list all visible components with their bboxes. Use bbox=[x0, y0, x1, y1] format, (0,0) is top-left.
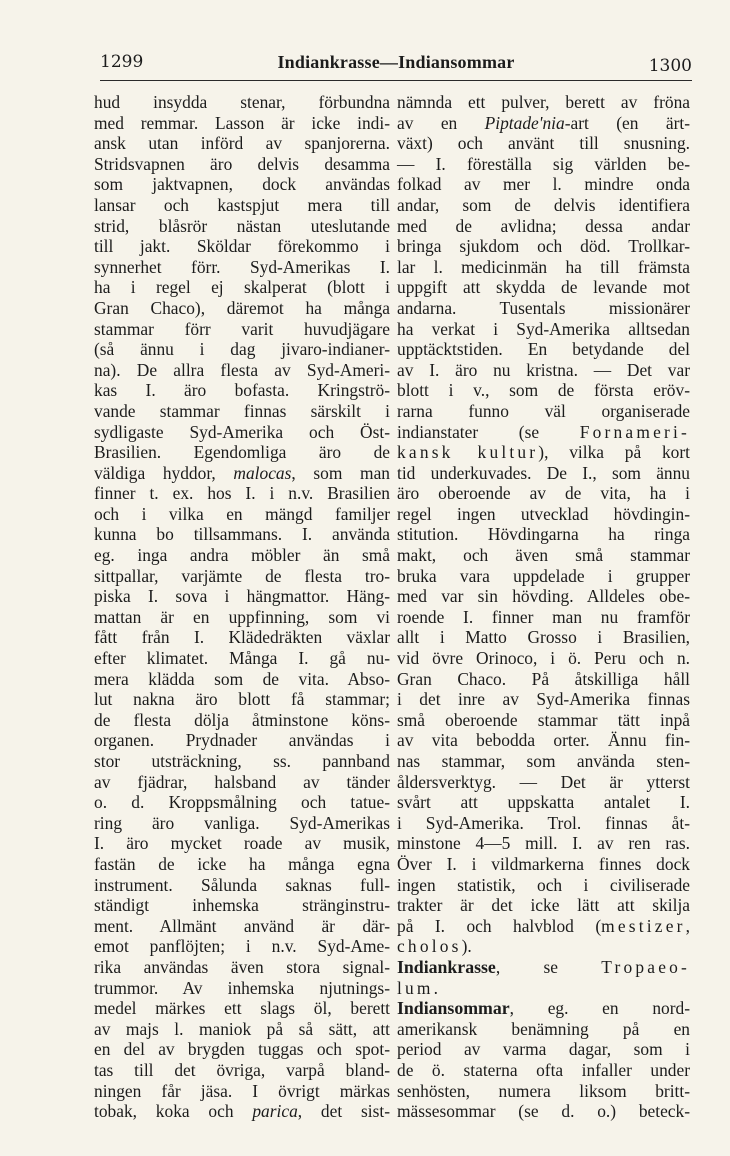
right-column-line: i Syd-Amerika. Trol. finnas åt- bbox=[397, 812, 690, 833]
right-column-line: de ö. staterna ofta infaller under bbox=[397, 1059, 690, 1080]
left-column-line: ningen får jäsa. I övrigt märkas bbox=[94, 1080, 390, 1101]
right-column-line: Indiankrasse, se Tropaeo- bbox=[397, 956, 690, 977]
right-column-line: ha verkat i Syd-Amerika alltsedan bbox=[397, 318, 690, 339]
right-column-line: senhösten, numera liksom britt- bbox=[397, 1080, 690, 1101]
page-number-right: 1300 bbox=[648, 56, 692, 76]
right-column-line: med var sin hövding. Alldeles obe- bbox=[397, 586, 690, 607]
left-column-line: ha i regel ej skalperat (blott i bbox=[94, 277, 390, 298]
right-column-line: av en Piptade'nia-art (en ärt- bbox=[397, 112, 690, 133]
right-column-line: på I. och halvblod (mestizer, bbox=[397, 915, 690, 936]
right-column-line: — I. föreställa sig världen be- bbox=[397, 153, 690, 174]
left-column-line: av fjädrar, halsband av tänder bbox=[94, 771, 390, 792]
right-column-line: andarna. Tusentals missionärer bbox=[397, 297, 690, 318]
left-column-line: väldiga hyddor, malocas, som man bbox=[94, 462, 390, 483]
left-column-line: synnerhet förr. Syd-Amerikas I. bbox=[94, 256, 390, 277]
right-text-column bbox=[397, 92, 690, 1122]
left-column-line: fastän de icke ha många egna bbox=[94, 853, 390, 874]
left-column-line: na). De allra flesta av Syd-Ameri- bbox=[94, 359, 390, 380]
right-column-line: ingen statistik, och i civiliserade bbox=[397, 874, 690, 895]
right-column-line: regel ingen utvecklad hövdingin- bbox=[397, 503, 690, 524]
left-column-line: organen. Prydnader användas i bbox=[94, 730, 390, 751]
left-column-line: stor utsträckning, ss. pannband bbox=[94, 751, 390, 771]
right-column-line: växt) och använt till snusning. bbox=[397, 133, 690, 154]
left-column-line: rika användas även stora signal- bbox=[94, 956, 390, 977]
left-column-line: (så ännu i dag jivaro-indianer- bbox=[94, 339, 390, 360]
right-column-line: andar, som de delvis identifiera bbox=[397, 194, 690, 215]
left-column-line: strid, blåsrör nästan uteslutande bbox=[94, 215, 390, 236]
right-column-line: makt, och även små stammar bbox=[397, 545, 690, 566]
right-column-line: av I. äro nu kristna. — Det var bbox=[397, 359, 690, 380]
right-column-line: uppgift att skydda de levande mot bbox=[397, 277, 690, 298]
left-column-line: och i vilka en mängd familjer bbox=[94, 503, 390, 524]
left-column-line: o. d. Kroppsmålning och tatue- bbox=[94, 792, 390, 813]
left-column-line: trummor. Av inhemska njutnings- bbox=[94, 977, 390, 998]
left-column-line: sittpallar, varjämte de flesta tro- bbox=[94, 565, 390, 586]
left-column-line: finner t. ex. hos I. i n.v. Brasilien bbox=[94, 483, 390, 504]
right-column-line: kansk kultur), vilka på kort bbox=[397, 442, 690, 463]
right-column-line: bringa sjukdom och död. Trollkar- bbox=[397, 236, 690, 257]
right-column-line: åldersverktyg. — Det är ytterst bbox=[397, 771, 690, 792]
page-number-left: 1299 bbox=[100, 52, 144, 72]
left-column-line: emot panflöjten; i n.v. Syd-Ame- bbox=[94, 936, 390, 957]
left-column-line: mattan är en uppfinning, som vi bbox=[94, 606, 390, 627]
right-column-line: cholos). bbox=[397, 936, 472, 957]
right-column-line: roende I. finner man nu framför bbox=[397, 606, 690, 627]
left-column-line: de flesta dölja åtminstone köns- bbox=[94, 709, 390, 730]
right-column-line: stitution. Hövdingarna ha ringa bbox=[397, 524, 690, 545]
right-column-line: lar l. medicinmän ha till främsta bbox=[397, 256, 690, 277]
right-column-line: nämnda ett pulver, berett av fröna bbox=[397, 92, 690, 112]
right-column-line: Gran Chaco. På åtskilliga håll bbox=[397, 668, 690, 689]
left-column-line: tas till det övriga, varpå bland- bbox=[94, 1059, 390, 1080]
left-column-line: ment. Allmänt använd är där- bbox=[94, 915, 390, 936]
right-column-line: nas stammar, som använda sten- bbox=[397, 751, 690, 771]
header-rule bbox=[100, 80, 692, 81]
left-column-line: ring äro vanliga. Syd-Amerikas bbox=[94, 812, 390, 833]
left-column-line: efter klimatet. Många I. gå nu- bbox=[94, 648, 390, 669]
right-column-line: med de avlidna; dessa andar bbox=[397, 215, 690, 236]
left-column-line: stammar förr varit huvudjägare bbox=[94, 318, 390, 339]
left-column-line: som jaktvapnen, dock användas bbox=[94, 174, 390, 195]
left-column-line: ansk utan införd av spanjorerna. bbox=[94, 133, 390, 154]
right-column-line: Över I. i vildmarkerna finnes dock bbox=[397, 853, 690, 874]
right-column-line: svårt att uppskatta antalet I. bbox=[397, 792, 690, 813]
left-column-line: piska I. sova i hängmattor. Häng- bbox=[94, 586, 390, 607]
left-column-line: fått från I. Klädedräkten växlar bbox=[94, 627, 390, 648]
right-column-line: Indiansommar, eg. en nord- bbox=[397, 998, 690, 1019]
right-column-line: bruka vara uppdelade i grupper bbox=[397, 565, 690, 586]
left-column-line: med remmar. Lasson är icke indi- bbox=[94, 112, 390, 133]
left-column-line: mera klädda som de vita. Abso- bbox=[94, 668, 390, 689]
right-column-line: av vita bebodda orter. Ännu fin- bbox=[397, 730, 690, 751]
left-column-line: av majs l. maniok på så sätt, att bbox=[94, 1018, 390, 1039]
right-column-line: vid övre Orinoco, i ö. Peru och n. bbox=[397, 648, 690, 669]
right-column-line: i det inre av Syd-Amerika finnas bbox=[397, 689, 690, 710]
left-column-line: ständigt inhemska stränginstru- bbox=[94, 895, 390, 916]
left-column-line: Stridsvapnen äro delvis desamma bbox=[94, 153, 390, 174]
right-column-line: lum. bbox=[397, 977, 439, 998]
right-column-line: små oberoende stammar tätt inpå bbox=[397, 709, 690, 730]
left-column-line: instrument. Sålunda saknas full- bbox=[94, 874, 390, 895]
right-column-line: trakter är det icke lätt att skilja bbox=[397, 895, 690, 916]
left-column-line: Brasilien. Egendomliga äro de bbox=[94, 442, 390, 463]
left-column-line: medel märkes ett slags öl, berett bbox=[94, 998, 390, 1019]
right-column-line: amerikansk benämning på en bbox=[397, 1018, 690, 1039]
left-column-line: en del av brygden tuggas och spot- bbox=[94, 1039, 390, 1060]
left-column-line: hud insydda stenar, förbundna bbox=[94, 92, 390, 112]
left-column-line: eg. inga andra möbler än små bbox=[94, 545, 390, 566]
right-column-line: allt i Matto Grosso i Brasilien, bbox=[397, 627, 690, 648]
running-title: Indiankrasse—Indiansommar bbox=[277, 52, 515, 72]
right-column-line: rarna funno väl organiserade bbox=[397, 400, 690, 421]
page-header bbox=[100, 52, 692, 78]
left-column-line: I. äro mycket roade av musik, bbox=[94, 833, 390, 854]
right-column-line: äro oberoende av de vita, ha i bbox=[397, 483, 690, 504]
right-column-line: indianstater (se Fornameri- bbox=[397, 421, 690, 442]
left-column-line: tobak, koka och parica, det sist- bbox=[94, 1101, 390, 1122]
right-column-line: period av varma dagar, som i bbox=[397, 1039, 690, 1060]
left-column-line: lut nakna äro blott få stammar; bbox=[94, 689, 390, 710]
right-column-line: mässesommar (se d. o.) beteck- bbox=[397, 1101, 690, 1122]
right-column-line: tid underkuvades. De I., som ännu bbox=[397, 462, 690, 483]
left-column-line: kas I. äro bofasta. Kringströ- bbox=[94, 380, 390, 401]
left-column-line: Gran Chaco), däremot ha många bbox=[94, 297, 390, 318]
right-column-line: blott i v., som de första eröv- bbox=[397, 380, 690, 401]
left-column-line: till jakt. Sköldar förekommo i bbox=[94, 236, 390, 257]
left-text-column bbox=[94, 92, 390, 1122]
right-column-line: upptäcktstiden. En betydande del bbox=[397, 339, 690, 360]
left-column-line: kunna bo tillsammans. I. använda bbox=[94, 524, 390, 545]
right-column-line: folkad av mer l. mindre onda bbox=[397, 174, 690, 195]
left-column-line: vande stammar finnas särskilt i bbox=[94, 400, 390, 421]
right-column-line: minstone 4—5 mill. I. av ren ras. bbox=[397, 833, 690, 854]
left-column-line: sydligaste Syd-Amerika och Öst- bbox=[94, 421, 390, 442]
left-column-line: lansar och kastspjut mera till bbox=[94, 194, 390, 215]
